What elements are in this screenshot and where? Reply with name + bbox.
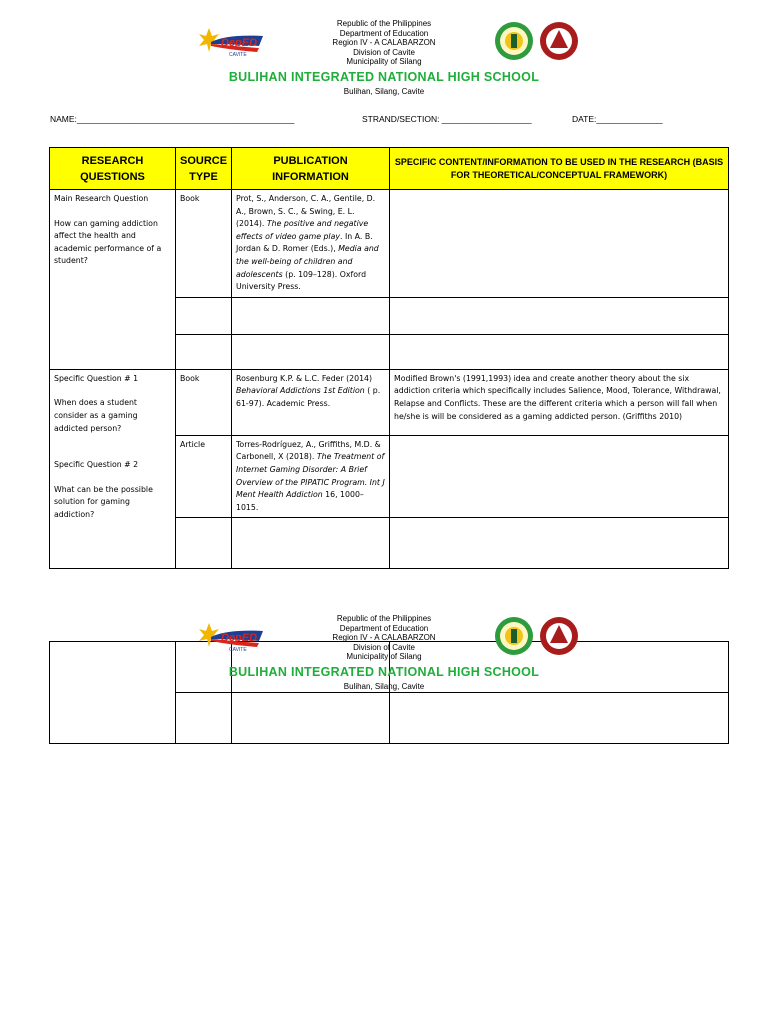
page-header-2 (0, 614, 768, 691)
header-line-4: Division of Cavite (353, 642, 415, 652)
pub-text: Rosenburg K.P. & L.C. Feder (2014) (236, 373, 373, 383)
header-line-4: Division of Cavite (353, 47, 415, 57)
header-line-3: Region IV - A CALABARZON (332, 633, 436, 642)
pub-title: Behavioral Addictions 1st Edition (236, 386, 365, 396)
header-line-5: Municipality of Silang (346, 57, 422, 66)
header-line-3: Region IV - A CALABARZON (332, 38, 436, 47)
school-seal-green (494, 21, 534, 61)
research-matrix-table (49, 147, 729, 569)
publication-cell[interactable] (232, 693, 390, 744)
header-line-1: Republic of the Philippines (336, 19, 432, 28)
content-cell[interactable] (390, 334, 729, 369)
pub-text: 16, 1000–1015. (236, 490, 364, 512)
specific-question-1-text: When does a student consider as a gaming addicted person? (54, 398, 138, 433)
school-seal-green (494, 616, 534, 656)
school-name: BULIHAN INTEGRATED NATIONAL HIGH SCHOOL (228, 69, 540, 84)
main-question-text: How can gaming addiction affect the health and academic performance of a student? (54, 218, 162, 266)
logo-sub: CAVITE (229, 52, 247, 58)
school-address: Bulihan, Silang, Cavite (343, 681, 425, 691)
pub-text: (p. 109–128). Oxford University Press. (236, 269, 367, 292)
publication-cell[interactable] (232, 518, 390, 569)
specific-question-2-label: Specific Question # 2 (54, 460, 139, 470)
publication-cell[interactable] (232, 334, 390, 369)
specific-question-1-label: Specific Question # 1 (54, 373, 139, 383)
school-name: BULIHAN INTEGRATED NATIONAL HIGH SCHOOL (228, 664, 540, 679)
content-cell[interactable] (390, 693, 729, 744)
deped-logo (197, 22, 267, 62)
content-cell[interactable] (390, 190, 729, 298)
specific-question-2-text: What can be the possible solution for gaming addiction? (54, 484, 153, 519)
source-type-cell: Article (176, 435, 232, 518)
content-cell[interactable] (390, 518, 729, 569)
main-question-cell (50, 190, 176, 370)
publication-cell (232, 435, 390, 518)
name-field[interactable]: NAME:______________________________________________ (50, 114, 295, 124)
logo-text: DepED (221, 37, 258, 49)
strand-field[interactable]: STRAND/SECTION: ___________________ (362, 114, 532, 124)
source-type-cell[interactable] (176, 334, 232, 369)
pub-text: Torres-Rodríguez, A., Griffiths, M.D. & Carbonell, X (2018). (236, 439, 381, 462)
pub-title: Media and the well-being of children and adolescents (236, 244, 379, 279)
date-field[interactable]: DATE:______________ (572, 114, 663, 124)
source-type-cell[interactable] (176, 518, 232, 569)
content-cell[interactable] (390, 297, 729, 334)
header-specific-content: SPECIFIC CONTENT/INFORMATION TO BE USED IN THE RESEARCH (BASIS FOR THEORETICAL/CONCEPTUAL FRAMEWORK) (390, 148, 729, 190)
pub-text: . In A. B. Jordan & D. Romer (Eds.), (236, 231, 373, 254)
source-type-cell[interactable] (176, 693, 232, 744)
publication-cell (232, 190, 390, 298)
school-seal-red (539, 616, 579, 656)
source-type-cell[interactable] (176, 297, 232, 334)
school-address: Bulihan, Silang, Cavite (343, 86, 425, 96)
header-line-2: Department of Education (339, 28, 429, 38)
content-cell: Modified Brown's (1991,1993) idea and create another theory about the six addiction criteria which specifically includes Salience, Mood, Tolerance, Withdrawal, Relapse and Conflicts. These are the different criteria which a person will fall when he/she is will be considered as a gaming addicted person. (Griffiths 2010) (390, 369, 729, 435)
main-question-label: Main Research Question (54, 194, 149, 203)
publication-cell[interactable] (232, 297, 390, 334)
pub-text: Prot, S., Anderson, C. A., Gentile, D. A., Brown, S. C., & Swing, E. L. (2014). (236, 194, 376, 229)
header-line-2: Department of Education (339, 623, 429, 633)
pub-title: The Treatment of Internet Gaming Disorder: A Brief Overview of the PIPATIC Program. Int J Ment Health Addiction (236, 452, 385, 500)
school-seal-red (539, 21, 579, 61)
content-cell[interactable] (390, 435, 729, 518)
pub-text: ( p. 61-97). Academic Press. (236, 386, 381, 408)
header-line-5: Municipality of Silang (346, 652, 422, 661)
publication-cell (232, 369, 390, 435)
header-publication-info: PUBLICATION INFORMATION (232, 148, 390, 190)
specific-questions-cell (50, 369, 176, 569)
pub-title: The positive and negative effects of video game play (236, 219, 369, 241)
page-header (0, 19, 768, 96)
source-type-cell: Book (176, 190, 232, 298)
header-research-questions: RESEARCH QUESTIONS (50, 148, 176, 190)
header-line-1: Republic of the Philippines (336, 614, 432, 623)
deped-logo (197, 617, 267, 657)
logo-text: DepED (221, 632, 258, 644)
logo-sub: CAVITE (229, 647, 247, 653)
source-type-cell: Book (176, 369, 232, 435)
header-source-type: SOURCE TYPE (176, 148, 232, 190)
